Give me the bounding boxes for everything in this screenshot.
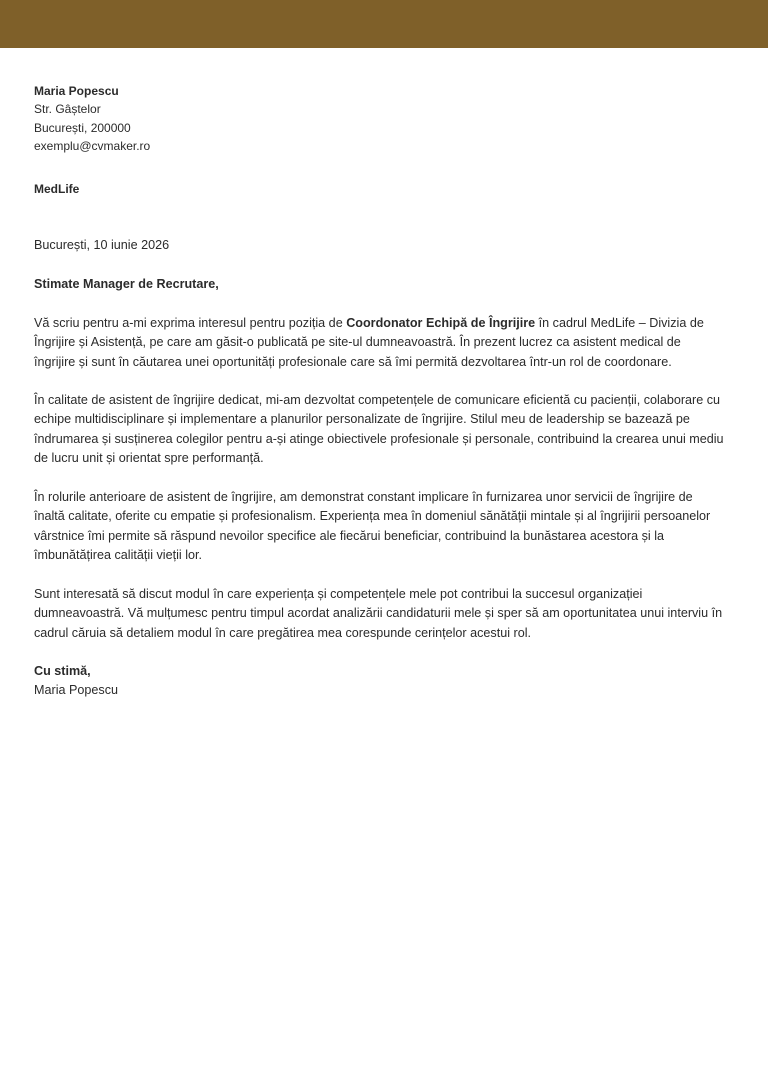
paragraph-intro — [34, 314, 724, 372]
closing-block — [34, 662, 118, 701]
letter-date: București, 10 iunie 2026 — [34, 238, 170, 252]
paragraph-intro-start: Vă scriu pentru a-mi exprima interesul pentru poziția de — [34, 316, 347, 330]
paragraph-experience: În rolurile anterioare de asistent de îngrijire, am demonstrat constant implicare în furnizarea unor servicii de îngrijire de înaltă calitate, oferite cu empatie și profesionalism. Experiența mea în domeniul sănătății mintale și al îngrijirii persoanelor vârstnice îmi permite să răspund nevoilor specifice ale fiecărui beneficiar, contribuind la bunăstarea acestora și la îmbunătățirea calității vieții lor. — [34, 490, 711, 563]
salutation: Stimate Manager de Recrutare, — [34, 277, 219, 291]
paragraph-skills: În calitate de asistent de îngrijire dedicat, mi-am dezvoltat competențele de comunicare eficientă cu pacienții, colaborare cu echipe multidisciplinare și implementare a planurilor personalizate de îngrijire. Stilul meu de leadership se bazează pe îndrumarea și susținerea colegilor pentru a-și atinge obiectivele profesionale și personale, contribuind la crearea unui mediu de lucru unit și orientat spre performanță. — [34, 393, 724, 466]
sender-street: Str. Gâștelor — [34, 102, 101, 117]
closing-phrase: Cu stimă, — [34, 664, 91, 678]
paragraph-intro-end: în cadrul MedLife – Divizia de Îngrijire și Asistență, pe care am găsit-o publicată pe site-ul dumneavoastră. În prezent lucrez ca asistent medical de îngrijire și sunt în căutarea unei oportunități profesionale care să îmi permită dezvoltarea într-un rol de coordonare. — [34, 316, 704, 369]
signature-name: Maria Popescu — [34, 683, 118, 698]
sender-email: exemplu@cvmaker.ro — [34, 138, 151, 153]
sender-city: București, 200000 — [34, 120, 131, 135]
recipient-company: MedLife — [34, 182, 80, 196]
paragraph-closing: Sunt interesată să discut modul în care experiența și competențele mele pot contribui la succesul organizației dumneavoastră. Vă mulțumesc pentru timpul acordat analizării candidaturii mele și sper să am oportunitatea unui interviu în cadrul căruia să detaliem modul în care pregătirea mea corespunde cerințelor acestui rol. — [34, 587, 723, 640]
position-title: Coordonator Echipă de Îngrijire — [346, 316, 536, 330]
sender-name: Maria Popescu — [34, 84, 119, 98]
header-band — [0, 0, 768, 48]
sender-block — [34, 82, 150, 155]
